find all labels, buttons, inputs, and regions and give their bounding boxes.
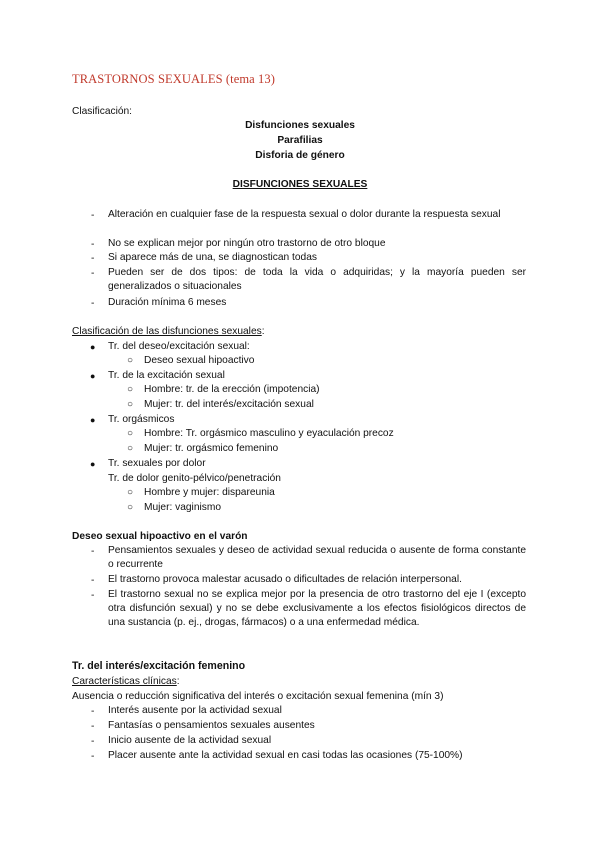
clasif-disfunciones-label: [72, 325, 265, 338]
list-item: Hombre: tr. de la erección (impotencia): [144, 384, 320, 395]
bullet-dash: -: [91, 736, 95, 747]
list-item: Tr. de dolor genito-pélvico/penetración: [108, 473, 281, 484]
list-item: Fantasías o pensamientos sexuales ausentes: [108, 720, 315, 731]
bullet-circle: ○: [127, 399, 134, 410]
list-item: Mujer: tr. del interés/excitación sexual: [144, 399, 314, 410]
list-item: Inicio ausente de la actividad sexual: [108, 735, 272, 746]
bullet-dash: -: [91, 268, 95, 279]
list-item: Tr. del deseo/excitación sexual:: [108, 341, 250, 352]
list-item: Hombre: Tr. orgásmico masculino y eyaculación precoz: [144, 428, 394, 439]
bullet-dot: ●: [90, 459, 96, 469]
clasificacion-item-3: Disforia de género: [255, 150, 345, 161]
list-item: Pueden ser de dos tipos: de toda la vida o adquiridas; y la mayoría pueden ser generalizados o situacionales: [108, 267, 526, 292]
bullet-circle: ○: [127, 502, 134, 513]
list-item: El trastorno sexual no se explica mejor por la presencia de otro trastorno del eje I (excepto otra disfunción sexual) y no se debe exclusivamente a los efectos fisiológicos directos de una sustancia (p. ej., drogas, fármacos) o a una enfermedad médica.: [108, 589, 526, 628]
list-item: Duración mínima 6 meses: [108, 297, 227, 308]
list-item: Hombre y mujer: dispareunia: [144, 487, 275, 498]
bullet-circle: ○: [127, 428, 134, 439]
bullet-dash: -: [91, 298, 95, 309]
bullet-dash: -: [91, 590, 95, 601]
bullet-dash: -: [91, 239, 95, 250]
bullet-dash: -: [91, 706, 95, 717]
bullet-circle: ○: [127, 443, 134, 454]
clasificacion-item-2: Parafilias: [277, 135, 323, 146]
bullet-circle: ○: [127, 355, 134, 366]
bullet-dash: -: [91, 721, 95, 732]
document-title: TRASTORNOS SEXUALES (tema 13): [72, 72, 276, 86]
list-item: Mujer: vaginismo: [144, 502, 221, 513]
deseo-heading: Deseo sexual hipoactivo en el varón: [72, 531, 248, 542]
list-item: Tr. de la excitación sexual: [108, 370, 225, 381]
bullet-dot: ●: [90, 415, 96, 425]
bullet-dash: -: [91, 210, 95, 221]
list-item: Alteración en cualquier fase de la respuesta sexual o dolor durante la respuesta sexual: [108, 209, 501, 220]
list-item: El trastorno provoca malestar acusado o dificultades de relación interpersonal.: [108, 574, 462, 585]
list-item: Mujer: tr. orgásmico femenino: [144, 443, 279, 454]
bullet-dot: ●: [90, 342, 96, 352]
bullet-dot: ●: [90, 371, 96, 381]
list-item: Tr. sexuales por dolor: [108, 458, 206, 469]
clasificacion-item-1: Disfunciones sexuales: [245, 120, 355, 131]
bullet-circle: ○: [127, 487, 134, 498]
bullet-dash: -: [91, 751, 95, 762]
bullet-circle: ○: [127, 384, 134, 395]
list-item: Si aparece más de una, se diagnostican todas: [108, 252, 317, 263]
list-item: No se explican mejor por ningún otro trastorno de otro bloque: [108, 238, 386, 249]
list-item: Pensamientos sexuales y deseo de actividad sexual reducida o ausente de forma constante o recurrente: [108, 545, 526, 570]
bullet-dash: -: [91, 253, 95, 264]
list-item: Tr. orgásmicos: [108, 414, 175, 425]
clasif-disfunciones-text: Clasificación de las disfunciones sexuales: [72, 326, 262, 337]
list-item: Deseo sexual hipoactivo: [144, 355, 255, 366]
clasificacion-label: Clasificación:: [72, 106, 133, 117]
list-item: Placer ausente ante la actividad sexual en casi todas las ocasiones (75-100%): [108, 750, 463, 761]
section-heading-disfunciones: DISFUNCIONES SEXUALES: [232, 179, 368, 190]
interes-heading: Tr. del interés/excitación femenino: [72, 660, 246, 672]
ausencia-text: Ausencia o reducción significativa del interés o excitación sexual femenina (mín 3): [72, 691, 444, 702]
caracteristicas-label: [72, 675, 180, 688]
bullet-dash: -: [91, 546, 95, 557]
clasif-disfunciones-colon: :: [261, 326, 265, 337]
bullet-dash: -: [91, 575, 95, 586]
list-item: Interés ausente por la actividad sexual: [108, 705, 282, 716]
caracteristicas-text: Características clínicas: [72, 676, 177, 687]
caracteristicas-colon: :: [176, 676, 180, 687]
